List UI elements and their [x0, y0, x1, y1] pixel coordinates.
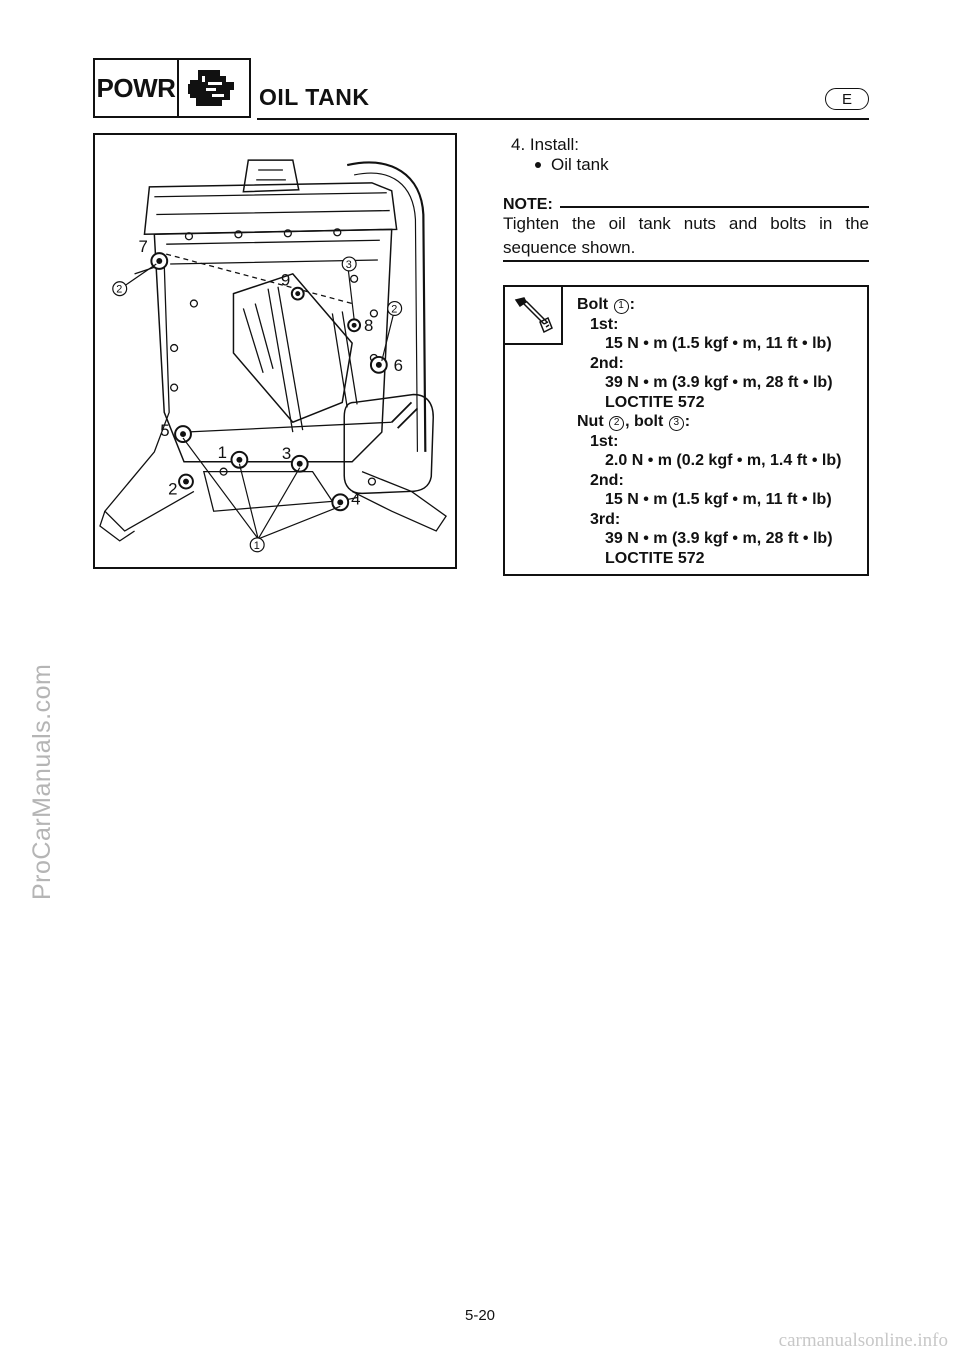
bolt-1st-label: 1st: [590, 315, 619, 333]
language-badge: E [825, 88, 869, 110]
page-header [93, 58, 869, 120]
bolt-loctite: LOCTITE 572 [605, 393, 705, 411]
callout-8: 8 [364, 316, 374, 336]
circled-callout-1: 1 [253, 539, 260, 552]
circled-callout-2-left: 2 [116, 283, 123, 296]
callout-7: 7 [138, 237, 148, 257]
callout-6: 6 [393, 355, 404, 375]
nut-3rd-value: 39 N • m (3.9 kgf • m, 28 ft • lb) [605, 530, 833, 547]
bolt-label: Bolt [577, 296, 609, 313]
note-text: Tighten the oil tank nuts and bolts in the sequence shown. [503, 214, 869, 257]
nut-1st-label: 1st: [590, 432, 619, 450]
nut-bolt-label: , bolt [625, 413, 664, 430]
page-number: 5-20 [464, 1307, 496, 1324]
bolt-ref: 1 [614, 299, 629, 314]
circled-callout-3: 3 [345, 258, 352, 271]
nut-label: Nut [577, 413, 604, 430]
nut-loctite: LOCTITE 572 [605, 549, 705, 567]
callout-1: 1 [217, 442, 227, 462]
nut-1st-value: 2.0 N • m (0.2 kgf • m, 1.4 ft • lb) [605, 452, 842, 469]
torque-spec-lines [577, 295, 841, 568]
step-item-text: Oil tank [551, 155, 609, 174]
bolt-spec-heading: Bolt 1 : [577, 296, 635, 313]
nut-3rd-label: 3rd: [590, 510, 621, 528]
section-badge [93, 58, 251, 118]
callout-9: 9 [280, 270, 291, 290]
bullet-icon [535, 162, 541, 168]
watermark-bottom: carmanualsonline.info [778, 1330, 948, 1351]
callout-5: 5 [160, 421, 170, 441]
nut-ref: 2 [609, 416, 624, 431]
circled-callout-2-right: 2 [391, 303, 398, 316]
callout-4: 4 [351, 489, 361, 509]
engine-icon [179, 60, 249, 116]
watermark-left: ProCarManuals.com [28, 663, 56, 900]
bolt-2nd-label: 2nd: [590, 354, 624, 372]
bolt-2nd-value: 39 N • m (3.9 kgf • m, 28 ft • lb) [605, 374, 833, 391]
bolt-1st-value: 15 N • m (1.5 kgf • m, 11 ft • lb) [605, 335, 832, 352]
nut-bolt-ref: 3 [669, 416, 684, 431]
note-rule-top [560, 206, 869, 208]
engine-diagram [95, 135, 455, 567]
note-label: NOTE: [503, 196, 553, 213]
callout-3: 3 [281, 443, 292, 463]
note-rule-bottom [503, 260, 869, 262]
step-item [535, 153, 609, 177]
nut-2nd-value: 15 N • m (1.5 kgf • m, 11 ft • lb) [605, 491, 832, 508]
nut-spec-heading: Nut 2 , bolt 3 : [577, 413, 691, 430]
torque-wrench-icon [503, 285, 563, 345]
callout-2: 2 [168, 479, 178, 499]
torque-spec-box [503, 285, 869, 576]
nut-2nd-label: 2nd: [590, 471, 624, 489]
section-title: OIL TANK [259, 84, 370, 110]
step-heading: 4. Install: [511, 135, 580, 154]
oil-tank-figure [93, 133, 457, 569]
header-rule [257, 118, 869, 120]
badge-text: POWR [95, 60, 179, 116]
